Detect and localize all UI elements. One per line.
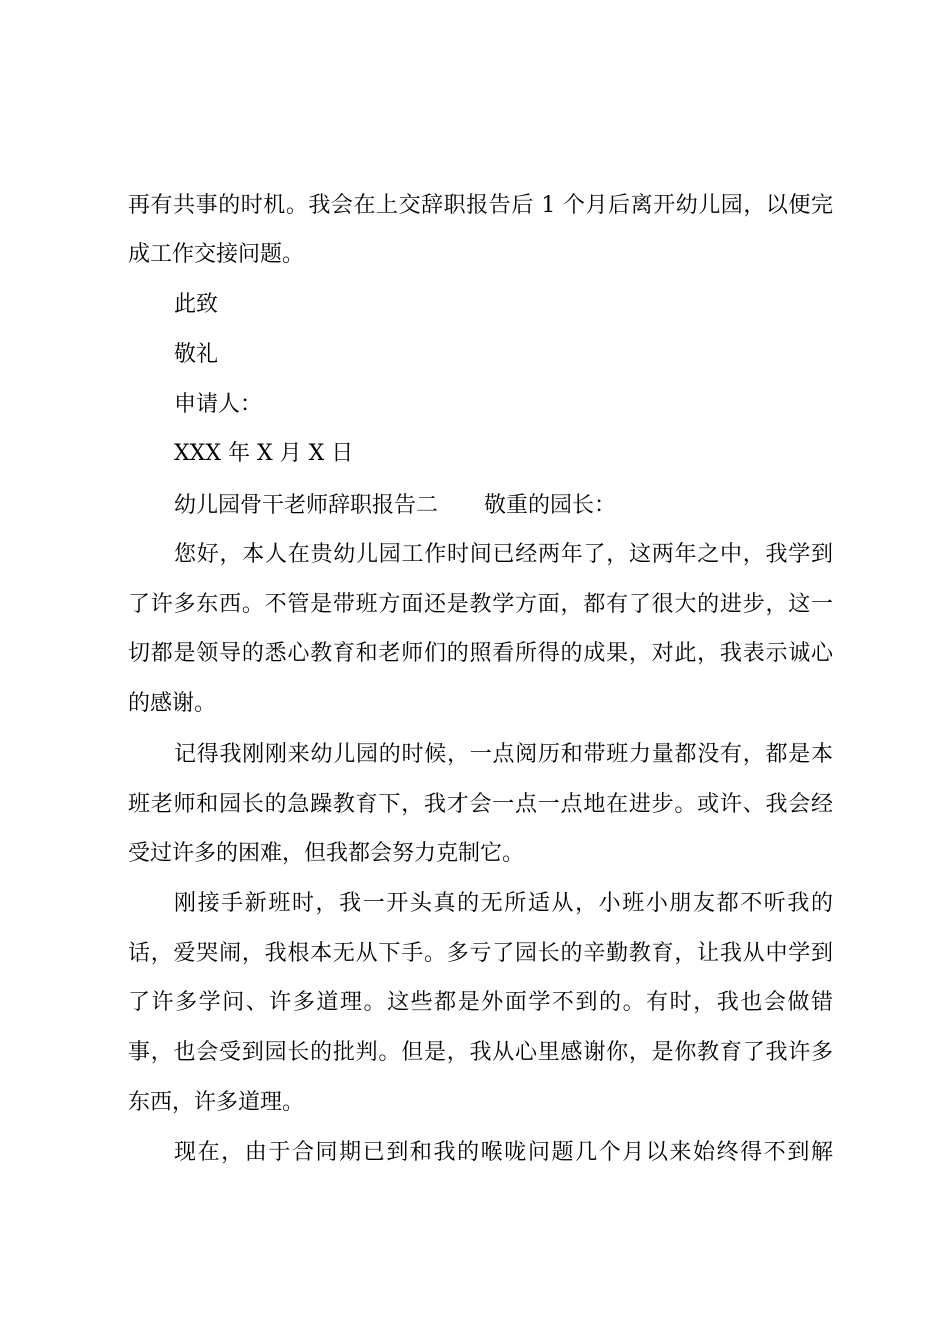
date-line: XXX 年 X 月 X 日 [174,441,354,466]
paragraph-line: 话，爱哭闹，我根本无从下手。多亏了园长的辛勤教育，让我从中学到 [128,941,833,966]
paragraph-line: 事，也会受到园长的批判。但是，我从心里感谢你，是你教育了我许多 [128,1040,833,1065]
paragraph-line: 班老师和园长的急躁教育下，我才会一点一点地在进步。或许、我会经 [128,792,833,817]
paragraph-line: 切都是领导的悉心教育和老师们的照看所得的成果，对此，我表示诚心 [128,641,833,666]
closing-salutation: 此致 [174,292,219,317]
paragraph-line: 了许多东西。不管是带班方面还是教学方面，都有了很大的进步，这一 [128,592,833,617]
paragraph-line: 东西，许多道理。 [128,1090,305,1115]
section-heading-line [174,491,616,521]
paragraph-line: 了许多学问、许多道理。这些都是外面学不到的。有时，我也会做错 [128,990,833,1015]
paragraph-line: 您好，本人在贵幼儿园工作时间已经两年了，这两年之中，我学到 [174,542,833,567]
paragraph-line: 成工作交接问题。 [128,242,305,267]
paragraph-line: 现在，由于合同期已到和我的喉咙问题几个月以来始终得不到解 [174,1140,833,1165]
paragraph-line: 的感谢。 [128,691,217,716]
paragraph-line: 记得我刚刚来幼儿园的时候，一点阅历和带班力量都没有，都是本 [174,742,833,767]
section-greeting: 敬重的园长： [484,493,617,518]
paragraph-line: 再有共事的时机。我会在上交辞职报告后 1 个月后离开幼儿园，以便完 [128,193,833,218]
applicant-label: 申请人： [174,392,263,417]
closing-regards: 敬礼 [174,342,219,367]
paragraph-line: 受过许多的困难，但我都会努力克制它。 [128,841,525,866]
section-title: 幼儿园骨干老师辞职报告二 [174,493,439,518]
paragraph-line: 刚接手新班时，我一开头真的无所适从，小班小朋友都不听我的 [174,891,833,916]
